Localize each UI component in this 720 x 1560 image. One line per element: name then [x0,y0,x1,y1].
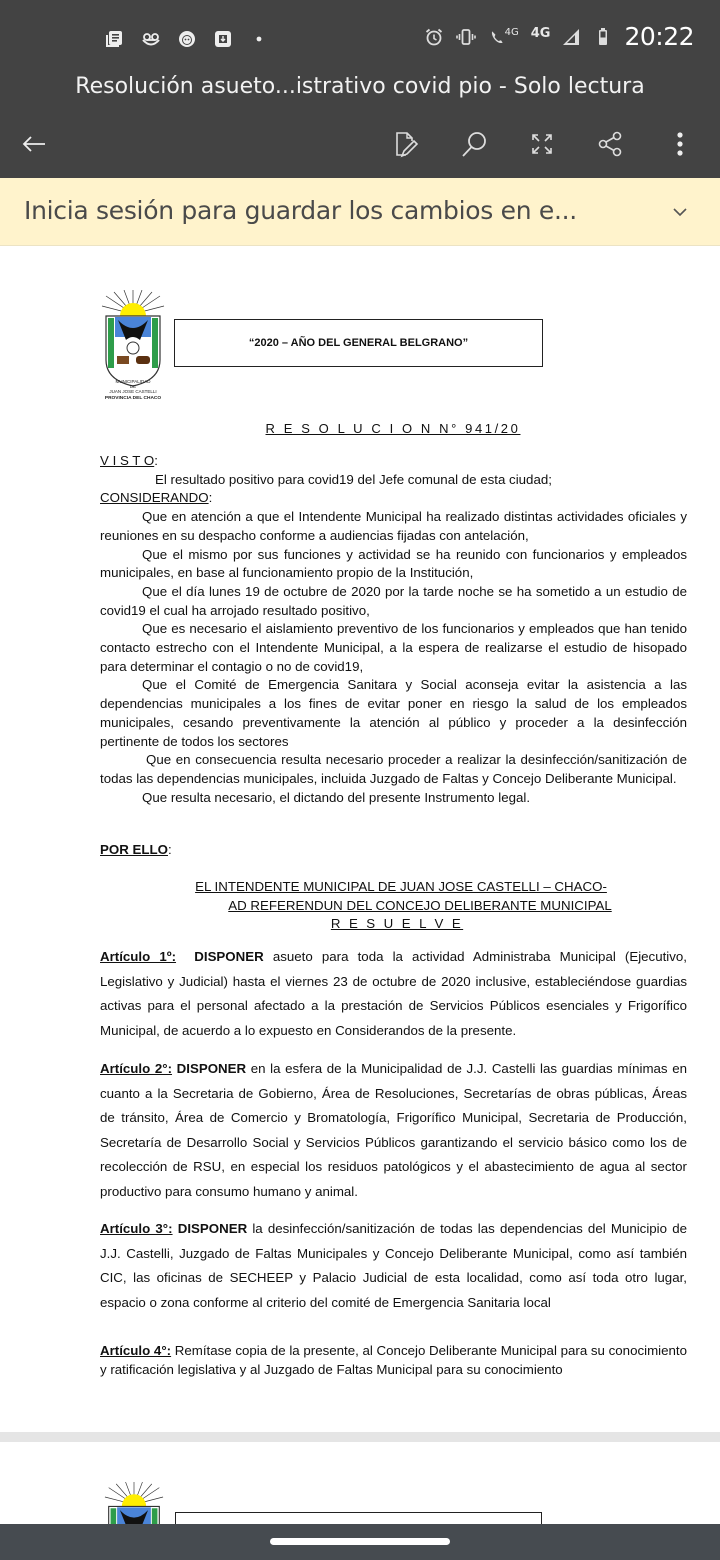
more-notifications-dot [248,28,270,50]
logo-caption-line: MUNICIPALIDAD [115,379,151,384]
alarm-icon [423,26,445,48]
article-verb: DISPONER [194,949,264,964]
intendente-heading-line1: EL INTENDENTE MUNICIPAL DE JUAN JOSE CASTELLI – CHACO- [195,879,607,894]
article-1 [100,945,687,1043]
news-icon [104,28,126,50]
visto-text: El resultado positivo para covid19 del Jefe comunal de esta ciudad; [155,471,552,487]
considerando-paragraph: Que el día lunes 19 de octubre de 2020 por la tarde noche se ha sometido a un estudio de covid19 el cual ha arrojado resultado positivo, [100,583,687,618]
resuelve-heading: R E S U E L V E [330,916,464,931]
signal-icon [560,26,582,48]
resolution-title: R E S O L U C I O N N° 941/20 [265,421,521,436]
article-text: asueto para toda la actividad Administraba Municipal (Ejecutivo, Legislativo y Judicial) hasta el viernes 23 de octubre de 2020 inclusive, estableciéndose guardias activas para el personal afectado a la prestación de Servicios Públicos esenciales y Frigorífico Municipal, de acuerdo a lo expuesto en Considerandos de la presente. [100,949,687,1038]
article-text: en la esfera de la Municipalidad de J.J. Castelli las guardias mínimas en cuanto a la Secretaria de Gobierno, Área de Resoluciones, Secretarías de obras públicas, Áreas de tránsito, Área de Comercio y Bromatología, Frigorífico Municipal, Secretaria de Producción, Secretaría de Desarrollo Social y Servicios Públicos garantizando el servicio básico como los de recolección de RSU, en especial los residuos patológicos y el abastecimiento de agua al sector productivo para consumo humano y animal. [100,1061,687,1199]
logo-caption-line: JUAN JOSE CASTELLI [109,389,157,394]
article-label: Artículo 4°: [100,1343,172,1358]
share-button[interactable] [590,124,630,164]
article-label: Artículo 3°: [100,1221,173,1236]
por-ello-label: POR ELLO [100,842,168,857]
sign-in-banner-text: Inicia sesión para guardar los cambios en e... [24,196,577,225]
home-gesture-handle[interactable] [270,1538,450,1545]
sign-in-banner[interactable] [0,178,720,246]
article-verb: DISPONER [177,1221,248,1236]
visto-label: V I S T O [100,453,155,468]
considerando-paragraph: Que el Comité de Emergencia Sanitara y Social aconseja evitar la asistencia a las dependencias municipales a los fines de evitar poner en riesgo la salud de los empleados municipales, cesando preventivamente la atención al público y proceder a la desinfección pertinente de todos los sectores [100,677,687,749]
search-icon [459,129,489,159]
status-bar [0,22,720,62]
logo-caption-line: DE [129,384,137,389]
clock: 20:22 [624,22,694,51]
chevron-down-icon[interactable] [668,200,692,224]
battery-icon [592,26,614,48]
edit-icon [391,129,421,159]
document-title: Resolución asueto...istrativo covid pio - Solo lectura [75,74,645,99]
share-icon [595,129,625,159]
article-2 [100,1057,687,1204]
considerando-paragraph: Que en consecuencia resulta necesario proceder a realizar la desinfección/sanitización de todas las dependencias municipales, incluida Juzgado de Faltas y Concejo Deliberante Municipal. [100,752,687,786]
fullscreen-button[interactable] [522,124,562,164]
considerando-paragraph: Que es necesario el aislamiento preventivo de los funcionarios y empleados que han tenido contacto estrecho con el Intendente Municipal, a la espera de realizarse el estudio de hisopado para determinar el contagio o no de covid19, [100,621,687,674]
page-separator [0,1432,720,1442]
notification-icons [104,28,270,50]
article-label: Artículo 1º: [100,949,177,964]
more-vert-icon [665,129,695,159]
app-header [0,0,720,178]
search-button[interactable] [454,124,494,164]
app-face-icon [176,28,198,50]
considerando-paragraph: Que resulta necesario, el dictando del presente Instrumento legal. [142,789,531,805]
vibrate-icon [455,26,477,48]
article-3 [100,1217,687,1315]
network-type: 4G [530,26,551,41]
article-verb: DISPONER [176,1061,247,1076]
voicemail-icon [140,28,162,50]
article-label: Artículo 2°: [100,1061,173,1076]
system-icons [423,22,694,51]
back-arrow-icon [19,129,49,159]
toolbar [0,118,720,170]
more-options-button[interactable] [660,124,700,164]
por-ello-section: POR ELLO: [100,842,172,857]
system-navigation-bar [0,1524,720,1560]
article-4 [100,1342,687,1379]
considerando-paragraph: Que el mismo por sus funciones y actividad se ha reunido con funcionarios y empleados municipales, en base al funcionamiento propio de la Institución, [100,546,687,581]
article-text: la desinfección/sanitización de todas las dependencias del Municipio de J.J. Castelli, Juzgado de Faltas Municipales y Concejo Deliberante Municipal, como así también CIC, las oficinas de SECHEEP y Palacio Judicial de esta localidad, como así toda otro lugar, espacio o zona conforme al criterio del comité de Emergencia Sanitaria local [100,1221,687,1310]
intendente-heading-line2: AD REFERENDUN DEL CONCEJO DELIBERANTE MUNICIPAL [228,898,612,913]
fullscreen-icon [527,129,557,159]
considerando-label: CONSIDERANDO [100,490,209,506]
back-button[interactable] [14,124,54,164]
visto-section: V I S T O: El resultado positivo para covid19 del Jefe comunal de esta ciudad; CONSIDERANDO: Que en atención a que el Intendente Municipal ha realizado distintas actividades oficiales y reuniones en su despacho conforme a audiencias fijadas con antelación, Que el mismo por sus funciones y actividad se ha reunido con funcionarios y empleados municipales, en base al funcionamiento propio de la Institución, Que el día lunes 19 de octubre de 2020 por la tarde noche se ha sometido a un estudio de covid19 el cual ha arrojado resultado positivo, Que es necesario el aislamiento preventivo de los funcionarios y empleados que han tenido contacto estrecho con el Intendente Municipal, a la espera de realizarse el estudio de hisopado para determinar el contagio o no de covid19, Que el Comité de Emergencia Sanitara y Social aconseja evitar la asistencia a las dependencias municipales a los fines de evitar poner en riesgo la salud de los empleados municipales, cesando preventivamente la atención al público y proceder a la desinfección pertinente de todos los sectores Que en consecuencia resulta necesario proceder a realizar la desinfección/sanitización de todas las dependencias municipales, incluida Juzgado de Faltas y Concejo Deliberante Municipal. Que resulta necesario, el dictando del presente Instrumento legal. [100,452,687,807]
logo-caption-line: PROVINCIA DEL CHACO [104,396,162,401]
download-box-icon [212,28,234,50]
motto-box [174,319,543,367]
considerando-paragraph: Que en atención a que el Intendente Municipal ha realizado distintas actividades oficiales y reuniones en su despacho conforme a audiencias fijadas con antelación, [100,509,687,543]
motto-text: “2020 – AÑO DEL GENERAL BELGRANO” [248,337,469,349]
municipal-crest-logo [100,290,166,402]
volte-call-icon: 4G [487,26,521,48]
edit-button[interactable] [386,124,426,164]
article-text: Remítase copia de la presente, al Concejo Deliberante Municipal para su conocimiento y ratificación legislativa y al Juzgado de Faltas Municipal para su conocimiento [100,1343,687,1377]
